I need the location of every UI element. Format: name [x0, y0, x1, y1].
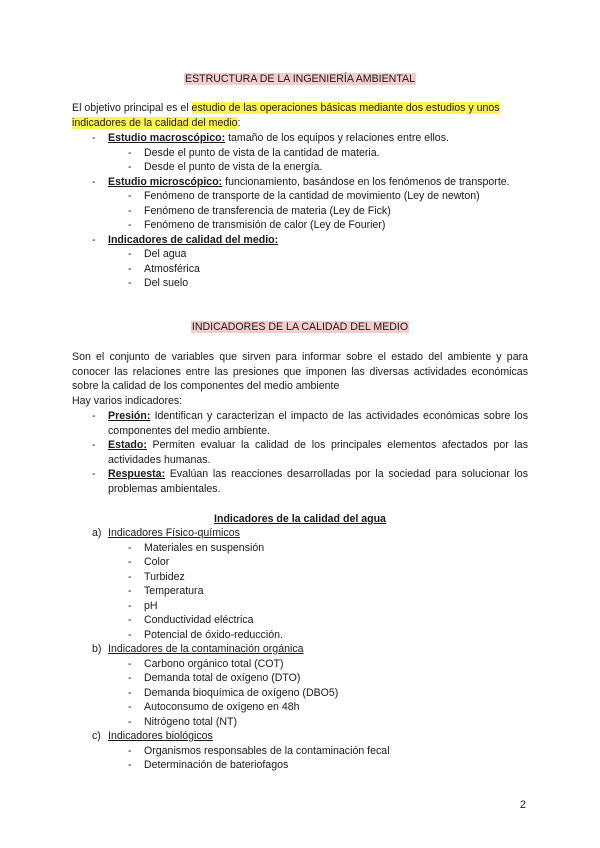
list-item: - Respuesta: Evalúan las reacciones desarrolladas por la sociedad para solucionar los problemas ambientales.: [92, 468, 528, 495]
list-item: - Del agua: [128, 248, 187, 260]
list-item: - Estudio macroscópico: tamaño de los equipos y relaciones entre ellos.: [92, 132, 449, 144]
list-item: - Color: [128, 556, 170, 568]
list-item: - Fenómeno de transferencia de materia (Ley de Fick): [128, 204, 391, 217]
studies-list: [72, 131, 528, 291]
section-title-indicators: INDICADORES DE LA CALIDAD DEL MEDIO: [191, 321, 409, 333]
list-item: - Desde el punto de vista de la cantidad de materia.: [128, 146, 380, 159]
list-item: a) Indicadores Físico-químicos: [92, 527, 240, 539]
water-indicators-list: [72, 526, 528, 773]
list-item: - Fenómeno de transporte de la cantidad de movimiento (Ley de newton): [128, 190, 480, 202]
list-item: - Organismos responsables de la contaminación fecal: [128, 744, 390, 757]
list-item: - Presión: Identifican y caracterizan el impacto de las actividades económicas sobre los componentes del medio ambiente.: [92, 410, 528, 437]
list-item: - Autoconsumo de oxígeno en 48h: [128, 701, 300, 713]
list-item: - Fenómeno de transmisión de calor (Ley de Fourier): [128, 219, 386, 231]
list-item: - Estudio microscópico: funcionamiento, basándose en los fenómenos de transporte.: [92, 175, 510, 188]
list-item: - Atmosférica: [128, 262, 200, 275]
list-item: - Nitrógeno total (NT): [128, 715, 238, 728]
list-item: - Del suelo: [128, 277, 189, 289]
list-item: - Estado: Permiten evaluar la calidad de los principales elementos afectados por las actividades humanas.: [92, 439, 528, 466]
list-item: - Potencial de óxido-reducción.: [128, 628, 283, 641]
list-item: - Materiales en suspensión: [128, 541, 265, 554]
list-item: - Conductividad eléctrica: [128, 614, 254, 626]
list-item: - pH: [128, 599, 158, 612]
section-title-structure: ESTRUCTURA DE LA INGENIERÍA AMBIENTAL: [185, 73, 415, 85]
list-item: - Indicadores de calidad del medio:: [92, 233, 279, 246]
list-item: - Demanda total de oxígeno (DTO): [128, 672, 301, 684]
list-item: b) Indicadores de la contaminación orgánica: [92, 643, 304, 655]
indicators-list: [72, 409, 528, 496]
list-item: - Turbidez: [128, 570, 185, 583]
list-item: c) Indicadores biológicos: [92, 730, 213, 742]
list-item: - Temperatura: [128, 585, 204, 597]
intro-paragraph: El objetivo principal es el estudio de las operaciones básicas mediante dos estudios y unos indicadores de la calidad del medio:: [72, 102, 500, 129]
list-item: - Determinación de bateriofagos: [128, 759, 289, 771]
indicators-intro: Hay varios indicadores:: [72, 395, 183, 407]
list-item: - Desde el punto de vista de la energía.: [128, 161, 323, 173]
list-item: - Carbono orgánico total (COT): [128, 657, 284, 670]
list-item: - Demanda bioquímica de oxígeno (DBO5): [128, 686, 339, 699]
page-number: 2: [519, 799, 526, 811]
indicators-paragraph: Son el conjunto de variables que sirven para informar sobre el estado del ambiente y para conocer las relaciones entre las presiones que imponen las diversas actividades económicas sobre la calidad de los componentes del medio ambiente: [72, 351, 528, 392]
section-title-water: Indicadores de la calidad del agua: [214, 513, 386, 525]
